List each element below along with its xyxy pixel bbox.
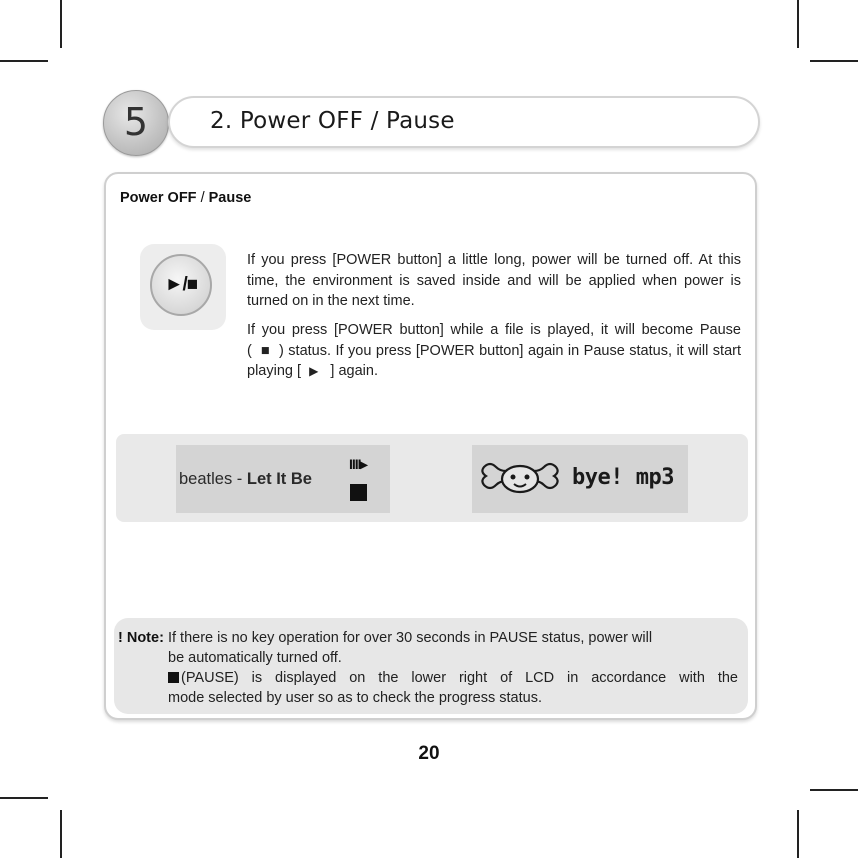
lcd-screen-power-off bbox=[472, 445, 688, 513]
battery-bars-icon: IIII▸ bbox=[349, 456, 367, 472]
crop-mark bbox=[0, 797, 48, 799]
step-number-badge bbox=[103, 90, 169, 156]
note-line-4: mode selected by user so as to check the progress status. bbox=[168, 690, 542, 706]
pause-square-icon bbox=[168, 672, 179, 683]
note-line-2: be automatically turned off. bbox=[168, 650, 342, 666]
section-heading-part2: Pause bbox=[208, 190, 252, 206]
crop-mark bbox=[797, 810, 799, 858]
lcd-track-text bbox=[179, 470, 312, 489]
page-title: 2. Power OFF / Pause bbox=[210, 108, 455, 134]
crop-mark bbox=[797, 0, 799, 48]
pause-paragraph bbox=[247, 320, 741, 382]
crop-mark bbox=[60, 0, 62, 48]
play-symbol-icon: ▶ bbox=[309, 364, 319, 378]
play-stop-glyph: ►/■ bbox=[164, 274, 198, 295]
lcd-goodbye-text: bye! mp3 bbox=[572, 465, 674, 490]
power-button-illustration bbox=[140, 244, 226, 330]
crop-mark bbox=[810, 789, 858, 791]
crop-mark bbox=[60, 810, 62, 858]
lcd-artist: beatles - bbox=[179, 470, 247, 488]
power-off-paragraph: If you press [POWER button] a little long, power will be turned off. At this time, the environment is saved inside and will be applied when power is turned on in the next time. bbox=[247, 252, 741, 309]
play-stop-button-icon bbox=[150, 254, 212, 316]
stop-symbol-icon: ■ bbox=[260, 342, 271, 359]
mascot-icon bbox=[478, 457, 562, 501]
note-text-1: If there is no key operation for over 30 seconds in PAUSE status, power will bbox=[167, 630, 653, 646]
section-heading-separator: / bbox=[196, 190, 209, 206]
section-title-bar bbox=[168, 96, 760, 148]
section-heading bbox=[120, 190, 251, 206]
crop-mark bbox=[810, 60, 858, 62]
section-heading-part1: Power OFF bbox=[120, 190, 197, 206]
note-line-3 bbox=[168, 668, 738, 688]
note-line-1 bbox=[118, 628, 740, 648]
pause-text-c: ] again. bbox=[330, 363, 378, 379]
note-box bbox=[114, 618, 748, 714]
crop-mark bbox=[0, 60, 48, 62]
page-number: 20 bbox=[418, 743, 440, 764]
lcd-examples-strip bbox=[116, 434, 748, 522]
pause-stop-icon bbox=[350, 484, 367, 501]
step-number: 5 bbox=[123, 100, 149, 144]
pause-text-a: If you press [POWER button] while a file is played, it will become Pause ( bbox=[247, 322, 741, 359]
content-panel bbox=[104, 172, 757, 720]
note-text-3: (PAUSE) is displayed on the lower right of LCD in accordance with the bbox=[181, 670, 738, 686]
lcd-song-title: Let It Be bbox=[246, 470, 312, 488]
note-label: ! Note: bbox=[118, 630, 164, 646]
lcd-screen-paused bbox=[176, 445, 390, 513]
pause-text-b: ) status. If you press [POWER button] again in Pause status, it will start playing [ bbox=[247, 342, 742, 379]
